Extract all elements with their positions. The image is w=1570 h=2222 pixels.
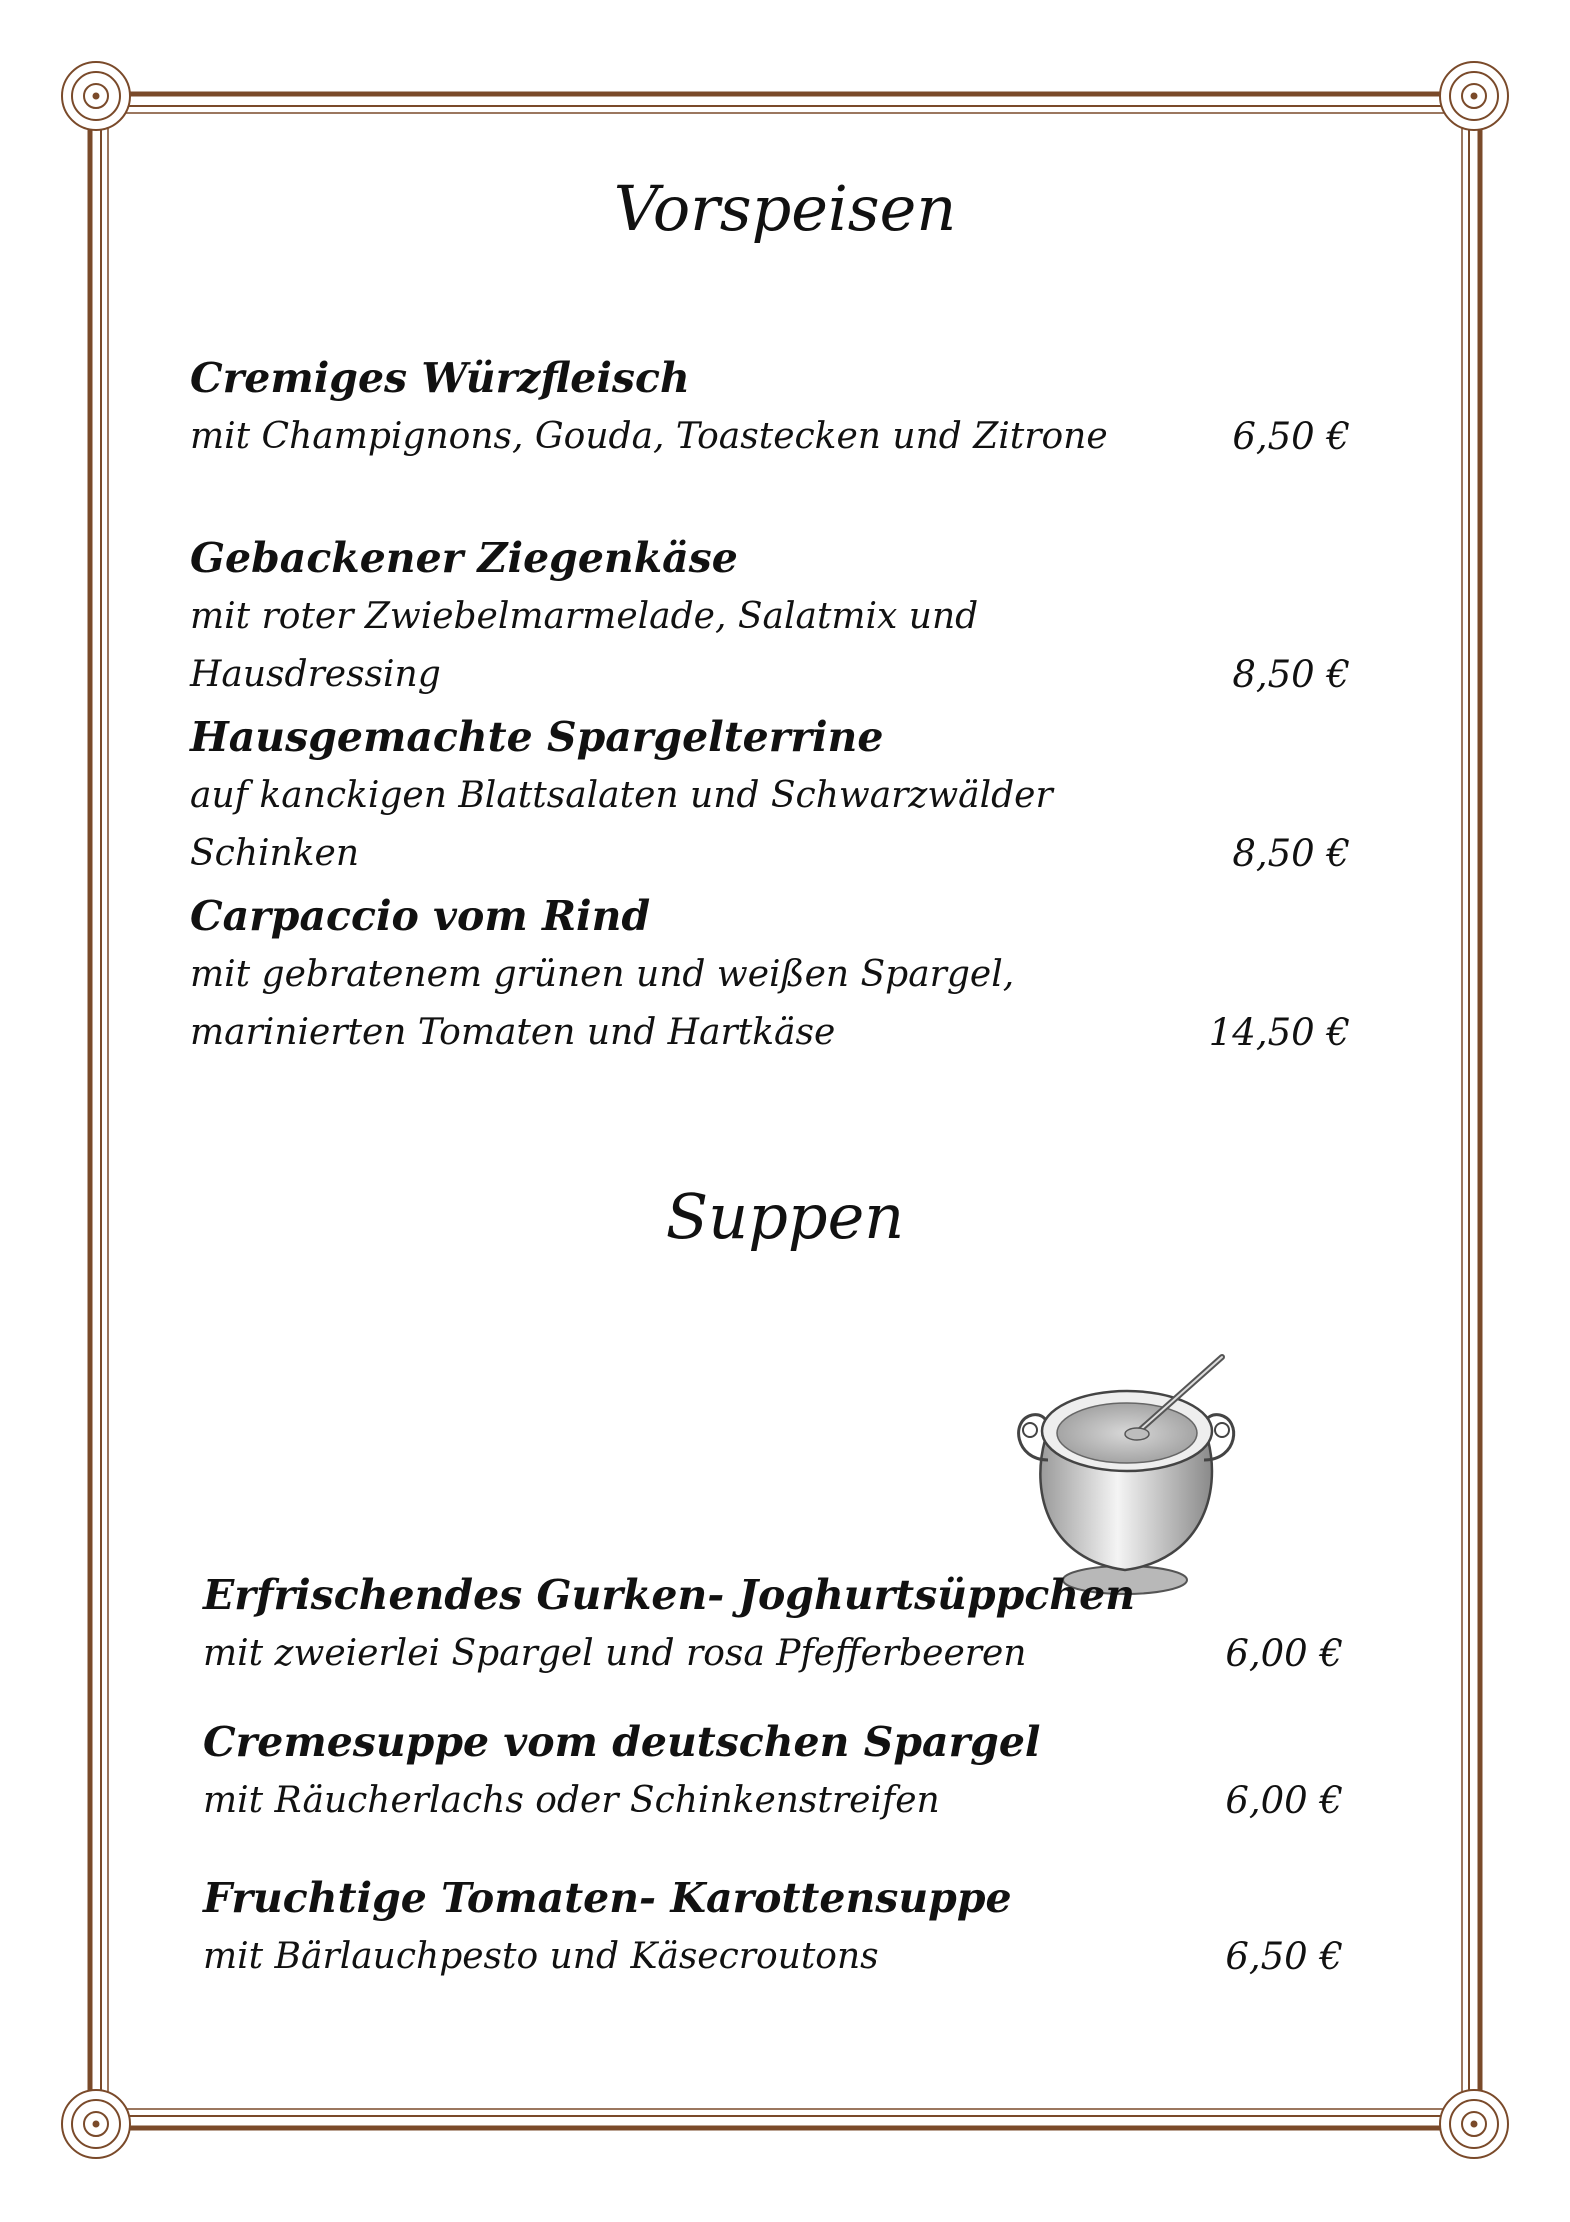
corner-rosette-bottom-right — [1440, 2090, 1508, 2158]
item-name: Carpaccio vom Rind — [190, 892, 651, 940]
corner-rosette-top-left — [62, 62, 130, 130]
item-name: Hausgemachte Spargelterrine — [190, 713, 884, 761]
section-title-soups: Suppen — [665, 1180, 905, 1253]
item-price: 6,50 € — [1232, 415, 1350, 458]
item-description: mit Bärlauchpesto und Käsecroutons — [203, 1936, 879, 1977]
item-name: Cremiges Würzfleisch — [190, 354, 690, 402]
item-price: 8,50 € — [1232, 653, 1350, 696]
menu-item-soup — [203, 1712, 1343, 1830]
item-price: 8,50 € — [1232, 832, 1350, 875]
menu-item-starter — [190, 707, 1350, 883]
item-description: mit Räucherlachs oder Schinkenstreifen — [203, 1780, 940, 1821]
item-name: Gebackener Ziegenkäse — [190, 534, 738, 582]
item-description: mit roter Zwiebelmarmelade, Salatmix und Hausdressing — [190, 596, 979, 695]
item-description: auf kanckigen Blattsalaten und Schwarzwälder Schinken — [190, 775, 1053, 874]
corner-rosette-bottom-left — [62, 2090, 130, 2158]
menu-item-starter — [190, 886, 1350, 1062]
item-price: 6,00 € — [1225, 1779, 1343, 1822]
menu-item-starter — [190, 348, 1350, 466]
item-name: Fruchtige Tomaten- Karottensuppe — [203, 1874, 1012, 1922]
item-price: 14,50 € — [1208, 1011, 1350, 1054]
item-price: 6,00 € — [1225, 1632, 1343, 1675]
corner-rosette-top-right — [1440, 62, 1508, 130]
menu-item-starter — [190, 528, 1350, 704]
item-price: 6,50 € — [1225, 1935, 1343, 1978]
item-description: mit gebratenem grünen und weißen Spargel, marinierten Tomaten und Hartkäse — [190, 954, 1015, 1053]
item-name: Erfrischendes Gurken- Joghurtsüppchen — [203, 1571, 1136, 1619]
menu-item-soup — [203, 1868, 1343, 1986]
item-name: Cremesuppe vom deutschen Spargel — [203, 1718, 1041, 1766]
menu-item-soup — [203, 1565, 1343, 1683]
item-description: mit Champignons, Gouda, Toastecken und Zitrone — [190, 416, 1108, 457]
item-description: mit zweierlei Spargel und rosa Pfefferbeeren — [203, 1633, 1027, 1674]
section-title-starters: Vorspeisen — [613, 172, 957, 245]
